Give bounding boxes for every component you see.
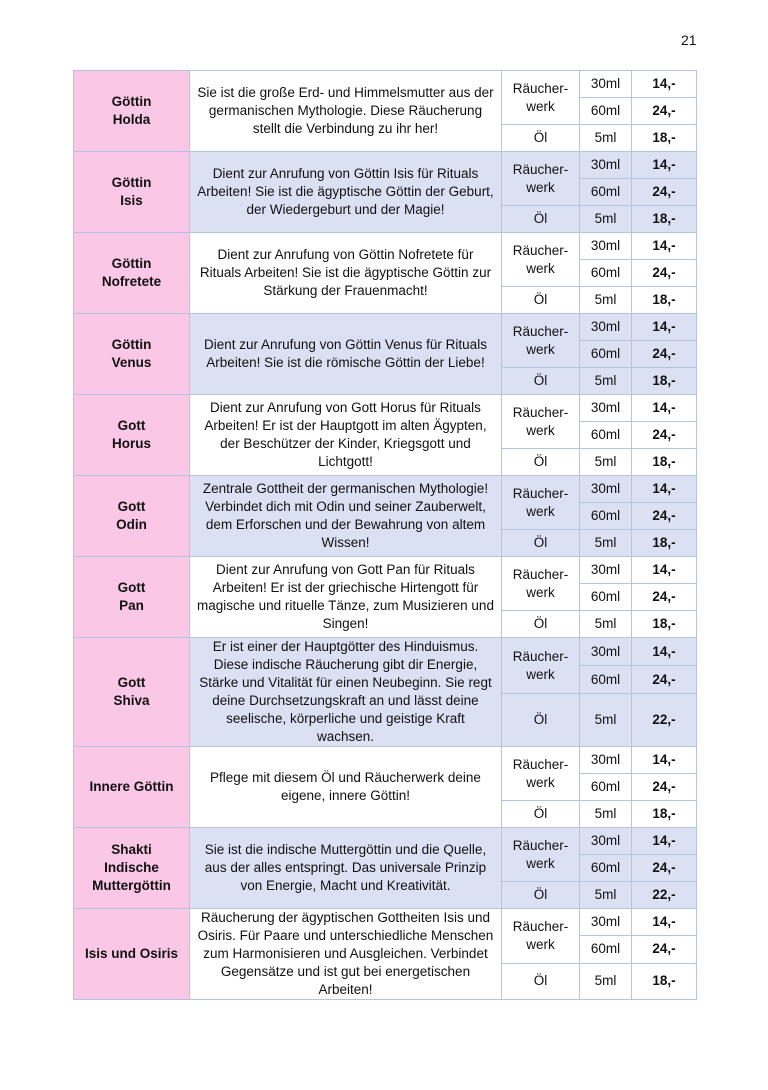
product-name-line: Gott [117, 418, 146, 433]
variant-size: 30ml [580, 476, 632, 503]
product-name [74, 747, 190, 828]
incense-label: Räucher-werk [502, 314, 580, 368]
product-name-line: Isis und Osiris [84, 946, 179, 961]
variant-size: 30ml [580, 152, 632, 179]
product-name [74, 638, 190, 747]
product-name-line: Isis [120, 193, 143, 208]
variant-size: 60ml [580, 260, 632, 287]
variant-size: 60ml [580, 666, 632, 694]
variant-price: 24,- [632, 666, 697, 694]
product-name-line: Venus [111, 355, 152, 370]
variant-size: 30ml [580, 71, 632, 98]
variant-size: 30ml [580, 233, 632, 260]
variant-size: 5ml [580, 963, 632, 999]
product-description: Dient zur Anrufung von Göttin Venus für Rituals Arbeiten! Sie ist die römische Göttin der Liebe! [190, 314, 502, 395]
product-description: Sie ist die große Erd- und Himmelsmutter aus der germanischen Mythologie. Diese Räucherung stellt die Verbindung zu ihr her! [190, 71, 502, 152]
variant-size: 60ml [580, 855, 632, 882]
product-name [74, 476, 190, 557]
variant-price: 18,- [632, 530, 697, 557]
variant-price: 24,- [632, 98, 697, 125]
variant-size: 5ml [580, 530, 632, 557]
product-description: Räucherung der ägyptischen Gottheiten Isis und Osiris. Für Paare und unterschiedliche Menschen zum Harmonisieren und Ausgleichen. Verbindet Gegensätze und ist gut bei energetischen Arbeiten! [190, 909, 502, 1000]
incense-label: Räucher-werk [502, 909, 580, 964]
variant-size: 5ml [580, 801, 632, 828]
oil-label: Öl [502, 287, 580, 314]
variant-price: 18,- [632, 368, 697, 395]
product-name [74, 828, 190, 909]
variant-size: 60ml [580, 936, 632, 963]
product-name-line: Gott [117, 499, 146, 514]
variant-price: 22,- [632, 882, 697, 909]
variant-size: 30ml [580, 314, 632, 341]
product-name-line: Shakti [111, 842, 152, 857]
product-name [74, 233, 190, 314]
variant-price: 18,- [632, 611, 697, 638]
product-name [74, 314, 190, 395]
variant-size: 30ml [580, 828, 632, 855]
variant-size: 5ml [580, 368, 632, 395]
oil-label: Öl [502, 449, 580, 476]
oil-label: Öl [502, 206, 580, 233]
product-name-line: Göttin [111, 175, 152, 190]
variant-size: 60ml [580, 98, 632, 125]
product-description: Dient zur Anrufung von Göttin Isis für Rituals Arbeiten! Sie ist die ägyptische Göttin der Geburt, der Wiedergeburt und der Magie! [190, 152, 502, 233]
product-row [74, 476, 697, 503]
variant-size: 5ml [580, 287, 632, 314]
product-row [74, 557, 697, 584]
product-name-line: Nofretete [101, 274, 162, 289]
product-name-line: Göttin [111, 256, 152, 271]
variant-price: 24,- [632, 855, 697, 882]
product-name-line: Gott [117, 675, 146, 690]
product-description: Pflege mit diesem Öl und Räucherwerk deine eigene, innere Göttin! [190, 747, 502, 828]
variant-price: 14,- [632, 395, 697, 422]
product-description: Er ist einer der Hauptgötter des Hinduismus. Diese indische Räucherung gibt dir Energie, Stärke und Vitalität für einen Neubeginn. Sie regt deine Durchsetzungskraft an und lässt deine seelische, körperliche und geistige Kraft wachsen. [190, 638, 502, 747]
product-name [74, 395, 190, 476]
product-row [74, 71, 697, 98]
oil-label: Öl [502, 368, 580, 395]
variant-price: 24,- [632, 179, 697, 206]
product-name-line: Göttin [111, 94, 152, 109]
variant-price: 14,- [632, 747, 697, 774]
variant-price: 14,- [632, 314, 697, 341]
variant-size: 60ml [580, 341, 632, 368]
oil-label: Öl [502, 611, 580, 638]
product-row [74, 152, 697, 179]
product-name-line: Pan [119, 598, 144, 613]
variant-price: 22,- [632, 694, 697, 747]
variant-size: 5ml [580, 694, 632, 747]
variant-price: 18,- [632, 449, 697, 476]
product-name-line: Odin [116, 517, 147, 532]
incense-label: Räucher-werk [502, 71, 580, 125]
variant-size: 5ml [580, 611, 632, 638]
incense-label: Räucher-werk [502, 152, 580, 206]
product-name [74, 152, 190, 233]
variant-price: 24,- [632, 341, 697, 368]
page-number: 21 [681, 32, 697, 48]
oil-label: Öl [502, 882, 580, 909]
product-name [74, 71, 190, 152]
variant-size: 5ml [580, 125, 632, 152]
product-row [74, 314, 697, 341]
variant-price: 24,- [632, 584, 697, 611]
variant-price: 14,- [632, 638, 697, 666]
variant-size: 60ml [580, 179, 632, 206]
variant-price: 24,- [632, 422, 697, 449]
product-row [74, 828, 697, 855]
variant-price: 24,- [632, 260, 697, 287]
product-table [73, 70, 697, 1000]
product-description: Sie ist die indische Muttergöttin und die Quelle, aus der alles entspringt. Das universale Prinzip von Energie, Macht und Kreativität. [190, 828, 502, 909]
variant-size: 5ml [580, 206, 632, 233]
product-name-line: Gott [117, 580, 146, 595]
product-name-line: Muttergöttin [92, 878, 171, 893]
incense-label: Räucher-werk [502, 828, 580, 882]
variant-size: 5ml [580, 882, 632, 909]
variant-size: 30ml [580, 557, 632, 584]
product-name-line: Holda [112, 112, 151, 127]
product-name-line: Innere Göttin [89, 779, 174, 794]
product-description: Zentrale Gottheit der germanischen Mythologie! Verbindet dich mit Odin und seiner Zauberwelt, dem Erforschen und der Bewahrung von altem Wissen! [190, 476, 502, 557]
variant-size: 30ml [580, 747, 632, 774]
product-name-line: Göttin [111, 337, 152, 352]
variant-size: 60ml [580, 422, 632, 449]
incense-label: Räucher-werk [502, 233, 580, 287]
incense-label: Räucher-werk [502, 557, 580, 611]
product-description: Dient zur Anrufung von Gott Horus für Rituals Arbeiten! Er ist der Hauptgott im alten Ägypten, der Beschützer der Kinder, Kriegsgott und Lichtgott! [190, 395, 502, 476]
variant-price: 24,- [632, 503, 697, 530]
product-row [74, 233, 697, 260]
product-description: Dient zur Anrufung von Gott Pan für Rituals Arbeiten! Er ist der griechische Hirtengott für magische und rituelle Tänze, zum Musizieren und Singen! [190, 557, 502, 638]
incense-label: Räucher-werk [502, 638, 580, 694]
variant-size: 5ml [580, 449, 632, 476]
product-name-line: Shiva [113, 693, 150, 708]
product-row [74, 395, 697, 422]
variant-price: 18,- [632, 801, 697, 828]
variant-size: 60ml [580, 584, 632, 611]
product-description: Dient zur Anrufung von Göttin Nofretete für Rituals Arbeiten! Sie ist die ägyptische Göttin zur Stärkung der Frauenmacht! [190, 233, 502, 314]
oil-label: Öl [502, 801, 580, 828]
product-name-line: Indische [104, 860, 159, 875]
variant-price: 14,- [632, 476, 697, 503]
variant-price: 14,- [632, 233, 697, 260]
variant-size: 60ml [580, 503, 632, 530]
variant-size: 30ml [580, 638, 632, 666]
oil-label: Öl [502, 963, 580, 999]
product-name-line: Horus [111, 436, 151, 451]
variant-price: 14,- [632, 152, 697, 179]
variant-price: 18,- [632, 287, 697, 314]
variant-price: 14,- [632, 71, 697, 98]
variant-price: 24,- [632, 936, 697, 963]
product-name [74, 909, 190, 1000]
incense-label: Räucher-werk [502, 747, 580, 801]
variant-price: 14,- [632, 828, 697, 855]
variant-price: 18,- [632, 206, 697, 233]
oil-label: Öl [502, 694, 580, 747]
incense-label: Räucher-werk [502, 395, 580, 449]
oil-label: Öl [502, 125, 580, 152]
incense-label: Räucher-werk [502, 476, 580, 530]
variant-size: 30ml [580, 395, 632, 422]
product-name [74, 557, 190, 638]
variant-price: 24,- [632, 774, 697, 801]
product-row [74, 909, 697, 936]
variant-size: 30ml [580, 909, 632, 936]
variant-price: 14,- [632, 557, 697, 584]
variant-size: 60ml [580, 774, 632, 801]
product-row [74, 638, 697, 666]
oil-label: Öl [502, 530, 580, 557]
variant-price: 14,- [632, 909, 697, 936]
variant-price: 18,- [632, 963, 697, 999]
product-row [74, 747, 697, 774]
variant-price: 18,- [632, 125, 697, 152]
